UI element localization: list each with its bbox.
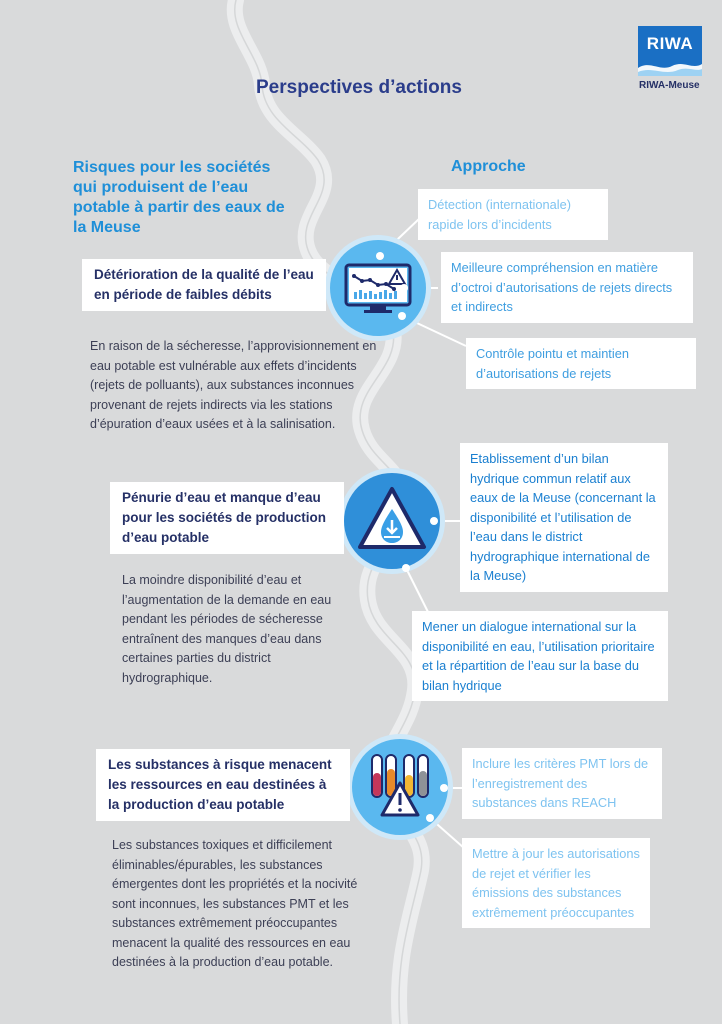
page-title: Perspectives d’actions xyxy=(256,77,462,98)
action-box: Inclure les critères PMT lors de l’enregistrement des substances dans REACH xyxy=(462,748,662,819)
action-box: Mettre à jour les autorisations de rejet et vérifier les émissions des substances extrêmement préoccupantes xyxy=(462,838,650,928)
risk-description: Les substances toxiques et difficilement éliminables/épurables, les substances émergentes dont les propriétés et la nocivité sont inconnues, les substances PMT et les substances extrêmement préoccupantes menacent la qualité des ressources en eau destinées à la production d’eau potable. xyxy=(112,838,358,969)
logo-subtitle: RIWA-Meuse xyxy=(639,80,700,91)
connector-dot xyxy=(440,784,448,792)
risk-description: La moindre disponibilité d’eau et l’augmentation de la demande en eau pendant les périodes de sécheresse entraînent des manques d’eau dans certaines parties du district hydrographique. xyxy=(122,573,332,685)
test-tubes-warning-icon xyxy=(352,739,448,835)
wave-icon xyxy=(638,58,702,76)
connector-dot xyxy=(398,312,406,320)
action-box: Mener un dialogue international sur la disponibilité en eau, l’utilisation prioritaire et la répartition de l’eau sur la base du bilan hydrique xyxy=(412,611,668,701)
action-box: Contrôle pointu et maintien d’autorisations de rejets xyxy=(466,338,696,389)
connector-dot xyxy=(430,517,438,525)
action-box: Détection (internationale) rapide lors d’incidents xyxy=(418,189,608,240)
connector-dot xyxy=(400,284,408,292)
riwa-logo xyxy=(638,26,702,96)
risk-description: En raison de la sécheresse, l’approvisionnement en eau potable est vulnérable aux effets d’incidents (rejets de polluants), aux substances inconnues provenant de rejets indirects via les stations d’épuration d’eaux usées et à la salinisation. xyxy=(90,339,377,431)
water-drop-warning-icon xyxy=(344,473,440,569)
logo-text: RIWA xyxy=(646,34,694,53)
risks-column-title: Risques pour les sociétés qui produisent de l’eau potable à partir des eaux de la Meuse xyxy=(73,159,285,236)
risk-box: Les substances à risque menacent les ressources en eau destinées à la production d’eau potable xyxy=(96,749,350,821)
approach-column-title: Approche xyxy=(451,158,526,175)
action-box: Meilleure compréhension en matière d’octroi d’autorisations de rejets directs et indirects xyxy=(441,252,693,323)
connector-dot xyxy=(426,814,434,822)
risk-box: Détérioration de la qualité de l’eau en période de faibles débits xyxy=(82,259,326,311)
connector-dot xyxy=(376,252,384,260)
risk-box: Pénurie d’eau et manque d’eau pour les sociétés de production d’eau potable xyxy=(110,482,344,554)
action-box: Etablissement d’un bilan hydrique commun relatif aux eaux de la Meuse (concernant la disponibilité et l’utilisation de l’eau dans le district hydrographique international de la Meuse) xyxy=(460,443,668,592)
connector-dot xyxy=(402,564,410,572)
